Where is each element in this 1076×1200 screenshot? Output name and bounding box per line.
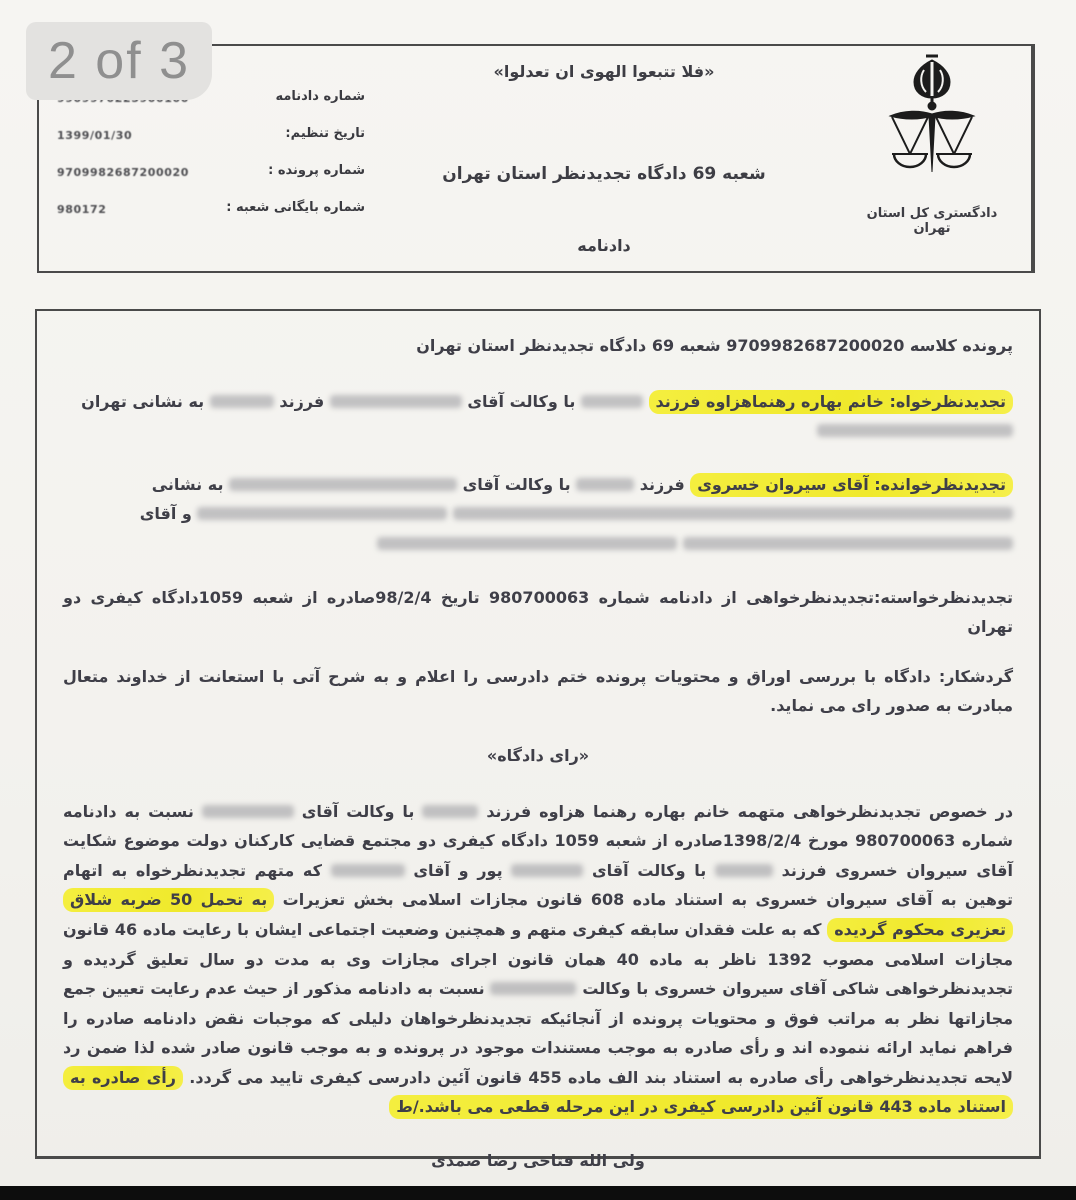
iran-judiciary-scales-icon: [833, 54, 1031, 204]
text-segment: فرزند: [279, 391, 325, 411]
field-issue-date: [53, 121, 365, 158]
text-segment: نسبت به دادنامه مذکور از حیث عدم رعایت تعیین جمع مجازاتها نظر به مراتب فوق و محتویات پرونده از آنجائیکه تجدیدنظرخواهان دلیلی که موجبات نقض دادنامه صادره را فراهم نماید ارائه ننموده اند و رأی صادره به موجب مستندات موجود در پرونده و به موجب قانون صادر شده لذا ضمن رد لایحه تجدیدنظرخواهی رأی صادره به استناد بند الف ماده 455 قانون آئین دادرسی کیفری تایید می گردد.: [63, 979, 1014, 1087]
court-org-city: تهران: [913, 221, 951, 236]
redacted-text: [330, 395, 462, 408]
verdict-number-label: شماره دادنامه: [275, 89, 365, 104]
judiciary-logo-cell: [833, 46, 1033, 271]
text-segment: با وکالت آقای: [467, 391, 576, 411]
page-counter-badge: [26, 22, 212, 100]
redacted-text: [683, 537, 1013, 550]
text-segment: به نشانی: [151, 474, 224, 494]
text-segment: پور و آقای: [413, 860, 503, 880]
redacted-text: [453, 507, 1013, 520]
issue-date-label: تاریخ تنظیم:: [285, 126, 365, 141]
appellant-paragraph: [63, 387, 1013, 446]
text-segment: که متهم تجدیدنظرخواه به اتهام توهین به آقای سیروان خسروی به استناد ماده 608 قانون مجازات اسلامی بخش تعزیرات: [63, 860, 1013, 910]
text-segment: در خصوص تجدیدنظرخواهی متهمه خانم بهاره رهنما هزاوه فرزند: [486, 801, 1014, 821]
quran-verse: «فلا تتبعوا الهوی ان تعدلوا»: [493, 62, 715, 81]
ruling-heading: «رای دادگاه»: [486, 745, 590, 765]
case-number-label: شماره پرونده :: [268, 163, 365, 178]
text-segment: با وکالت آقای: [591, 860, 707, 880]
redacted-text: [197, 507, 447, 520]
document-body: [35, 309, 1041, 1171]
redacted-text: [576, 478, 634, 491]
redacted-text: [210, 395, 274, 408]
ruling-paragraph: [63, 797, 1013, 1123]
redacted-text: [422, 805, 478, 818]
field-case-number: [53, 158, 365, 195]
issue-date-value: 1399/01/30: [57, 129, 133, 142]
case-number-value: 9709982687200020: [57, 166, 190, 179]
appellee-paragraph: [63, 470, 1013, 559]
redacted-text: [511, 864, 583, 877]
archive-number-label: شماره بایگانی شعبه :: [226, 200, 365, 215]
text-segment: به نشانی تهران: [81, 391, 205, 411]
text-segment: نسبت به دادنامه شماره 980700063 مورخ 1398/2/4صادره از شعبه 1059 دادگاه کیفری دو مجتمع قضایی کارکنان دولت موضوع شکایت آقای سیروان خسروی فرزند: [63, 801, 1013, 880]
judges-signature: ولی الله فتاحی رضا صمدی: [431, 1151, 645, 1171]
highlighted-text: تجدیدنظرخواه: خانم بهاره رهنماهزاوه فرزند: [649, 390, 1013, 414]
header-fields: [53, 84, 365, 232]
process-paragraph: گردشکار: دادگاه با بررسی اوراق و محتویات پرونده ختم دادرسی را اعلام و به شرح آتی با استعانت از خداوند متعال مبادرت به صدور رای می نماید.: [63, 666, 1013, 716]
branch-title: شعبه 69 دادگاه تجدیدنظر استان تهران: [442, 164, 766, 184]
redacted-text: [817, 424, 1013, 437]
redacted-text: [715, 864, 773, 877]
page-counter-label: 2 of 3: [47, 32, 191, 90]
court-org-name: دادگستری کل استان: [866, 206, 998, 221]
highlighted-text: به تحمل 50 ضربه شلاق تعزیری محکوم گردیده: [63, 888, 1013, 942]
case-reference-line: پرونده کلاسه 9709982687200020 شعبه 69 دادگاه تجدیدنظر استان تهران: [416, 336, 1013, 355]
redacted-text: [581, 395, 643, 408]
text-segment: و آقای: [139, 504, 192, 524]
redacted-text: [377, 537, 677, 550]
field-archive-number: [53, 195, 365, 232]
redacted-text: [229, 478, 457, 491]
appeal-request-paragraph: تجدیدنظرخواسته:تجدیدنظرخواهی از دادنامه شماره 980700063 تاریخ 98/2/4صادره از شعبه 1059دادگاه کیفری دو تهران: [63, 587, 1014, 637]
redacted-text: [331, 864, 405, 877]
header-center: [379, 46, 829, 271]
redacted-text: [490, 982, 576, 995]
bottom-black-strip: [0, 1186, 1076, 1200]
text-segment: که به علت فقدان سابقه کیفری متهم و همچنین وضعیت اجتماعی ایشان با رعایت ماده 46 قانون مجازات اسلامی مصوب 1392 ناظر به ماده 40 همان قانون اجرای مجازات وی به مدت دو سال تعلیق گردیده و تجدیدنظرخواهی شاکی آقای سیروان خسروی با وکالت: [63, 919, 1014, 999]
archive-number-value: 980172: [57, 203, 107, 216]
text-segment: با وکالت آقای: [301, 801, 415, 821]
text-segment: با وکالت آقای: [462, 474, 571, 494]
text-segment: فرزند: [639, 474, 685, 494]
redacted-text: [202, 805, 294, 818]
highlighted-text: تجدیدنظرخوانده: آقای سیروان خسروی: [690, 473, 1013, 497]
doc-type-title: دادنامه: [577, 236, 631, 255]
highlighted-text: رأی صادره به استناد ماده 443 قانون آئین دادرسی کیفری در این مرحله قطعی می باشد./ط: [63, 1066, 1013, 1120]
